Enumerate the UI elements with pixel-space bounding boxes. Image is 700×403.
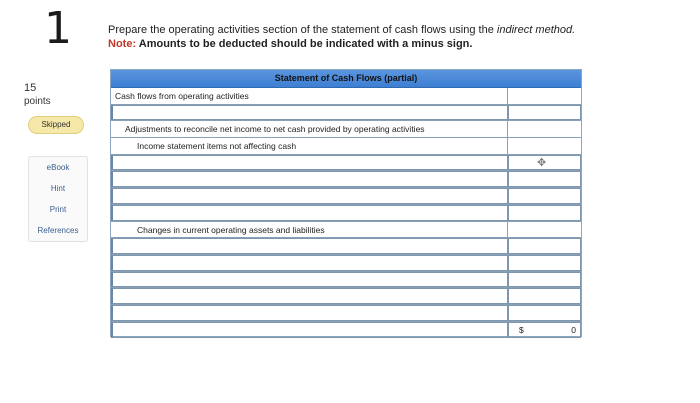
row-label: Changes in current operating assets and liabilities (111, 222, 508, 238)
status-badge: Skipped (28, 116, 84, 134)
worksheet-row (111, 305, 581, 322)
row-amount-input[interactable] (508, 171, 581, 187)
worksheet-row (111, 288, 581, 305)
move-cursor-icon: ✥ (537, 156, 547, 169)
worksheet-row (111, 255, 581, 272)
row-amount-input[interactable] (508, 155, 581, 171)
row-label-input[interactable] (111, 288, 508, 304)
points-info (24, 82, 51, 108)
row-label-input[interactable] (111, 272, 508, 288)
worksheet-row (111, 105, 581, 122)
worksheet-row (111, 322, 581, 339)
row-label-input[interactable] (111, 238, 508, 254)
points-label: points (24, 96, 51, 107)
hint-link[interactable]: Hint (50, 184, 66, 193)
worksheet-row (111, 188, 581, 205)
worksheet-rows (111, 88, 581, 338)
worksheet-row (111, 222, 581, 239)
worksheet-row (111, 121, 581, 138)
row-label: Adjustments to reconcile net income to net cash provided by operating activities (111, 121, 508, 137)
row-label: Income statement items not affecting cash (111, 138, 508, 154)
row-amount-input[interactable] (508, 305, 581, 321)
row-label-input[interactable] (111, 305, 508, 321)
worksheet-row (111, 205, 581, 222)
cash-flow-worksheet (110, 69, 582, 337)
row-amount-input (508, 121, 581, 137)
row-amount-input (508, 88, 581, 104)
note-text (108, 38, 472, 51)
worksheet-row (111, 155, 581, 172)
total-amount: 0 (571, 324, 576, 335)
instruction-method: indirect method. (496, 24, 576, 36)
resource-links (28, 156, 88, 242)
row-label-input[interactable] (111, 205, 508, 221)
row-amount-input (508, 222, 581, 238)
row-amount-input[interactable] (508, 188, 581, 204)
points-value: 15 (24, 82, 37, 94)
instruction-main: Prepare the operating activities section of the statement of cash flows using the (108, 24, 497, 36)
ebook-link[interactable]: eBook (46, 163, 70, 172)
worksheet-row (111, 238, 581, 255)
row-label-input[interactable] (111, 255, 508, 271)
row-amount-input[interactable] (508, 322, 581, 339)
worksheet-row (111, 171, 581, 188)
row-amount-input[interactable] (508, 105, 581, 121)
row-amount-input[interactable] (508, 288, 581, 304)
row-label-input[interactable] (111, 171, 508, 187)
row-label-input[interactable] (111, 322, 508, 339)
print-link[interactable]: Print (49, 205, 67, 214)
question-number: 1 (44, 3, 72, 54)
row-label-input[interactable] (111, 105, 508, 121)
row-amount-input (508, 138, 581, 154)
row-label: Cash flows from operating activities (111, 88, 508, 104)
note-label: Note: (108, 38, 137, 50)
row-label-input[interactable] (111, 155, 508, 171)
worksheet-row (111, 272, 581, 289)
row-amount-input[interactable] (508, 255, 581, 271)
currency-symbol: $ (519, 324, 524, 335)
row-amount-input[interactable] (508, 272, 581, 288)
worksheet-title: Statement of Cash Flows (partial) (111, 70, 581, 88)
worksheet-row (111, 88, 581, 105)
note-body: Amounts to be deducted should be indicated with a minus sign. (136, 38, 473, 50)
instruction-text (108, 24, 575, 37)
row-amount-input[interactable] (508, 238, 581, 254)
row-amount-input[interactable] (508, 205, 581, 221)
row-label-input[interactable] (111, 188, 508, 204)
worksheet-row (111, 138, 581, 155)
references-link[interactable]: References (37, 226, 79, 235)
